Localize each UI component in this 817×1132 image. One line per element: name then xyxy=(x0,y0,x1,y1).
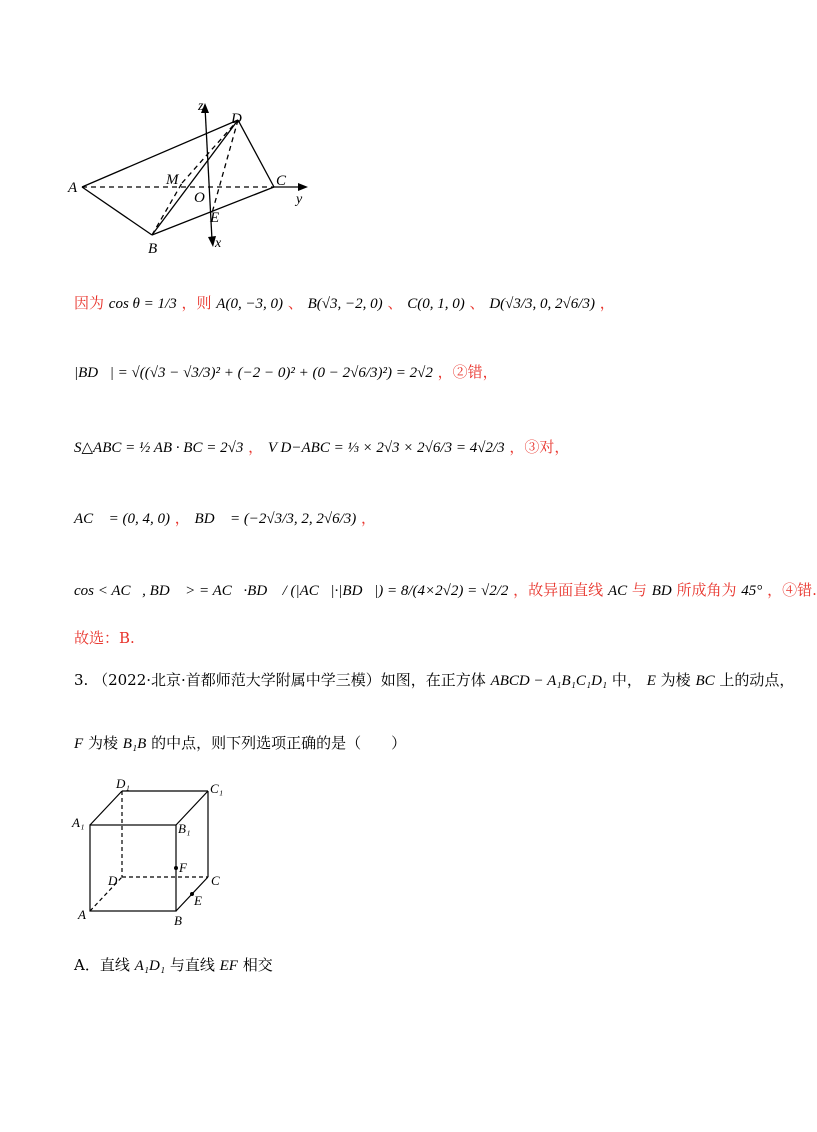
solution-line-4 xyxy=(74,508,376,529)
option-a-label: A．直线 xyxy=(74,956,130,974)
label-O: O xyxy=(194,190,205,206)
label-M: M xyxy=(166,172,179,188)
question-3-line-2 xyxy=(74,733,406,754)
point-A: A(0, −3, 0) xyxy=(216,296,284,312)
option-text: 相交 xyxy=(242,956,273,974)
volume-expr: V D−ABC = ⅓ × 2√3 × 2√6/3 = 4√2/3 xyxy=(267,440,505,456)
vector-ac: AC⃗ = (0, 4, 0) xyxy=(74,511,170,527)
label-C: C xyxy=(276,173,287,189)
sep: ， xyxy=(248,438,264,456)
question-source: （2022·北京·首都师范大学附属中学三模）如图，在正方体 xyxy=(93,671,486,689)
q-text: 中， xyxy=(611,671,642,689)
figure-tetrahedron xyxy=(60,95,330,260)
label-D: D xyxy=(231,111,242,127)
edge-B1B: B₁B xyxy=(122,736,147,752)
vector-bd: BD⃗ = (−2√3/3, 2, 2√6/3) xyxy=(194,511,357,527)
answer-line: 故选：B. xyxy=(74,629,135,647)
q-text: 的中点，则下列选项正确的是（ ） xyxy=(151,734,407,752)
sep: 、 xyxy=(387,294,403,312)
label-D1: D₁ xyxy=(116,776,130,791)
label-A: A xyxy=(78,907,86,922)
label-x: x xyxy=(215,236,222,251)
label-E: E xyxy=(194,893,202,908)
solution-line-3 xyxy=(74,437,569,458)
verdict-2: ，②错， xyxy=(437,363,498,381)
label-D: D xyxy=(108,873,118,888)
label-E: E xyxy=(210,210,220,226)
verdict-3: ，③对， xyxy=(509,438,570,456)
solution-line-5 xyxy=(74,580,817,601)
point-E: E xyxy=(646,673,656,689)
sep: ， xyxy=(599,294,615,312)
area-expr: S△ABC = ½ AB · BC = 2√3 xyxy=(74,440,244,456)
label-B: B xyxy=(174,913,182,928)
label-A: A xyxy=(68,180,78,196)
line-ac: AC xyxy=(607,583,628,599)
label-C1: C₁ xyxy=(210,781,224,796)
cube-name: ABCD − A₁B₁C₁D₁ xyxy=(490,673,608,689)
text-then: ，则 xyxy=(181,294,212,312)
q-text: 上的动点， xyxy=(719,671,795,689)
line-bd: BD xyxy=(651,583,672,599)
label-B: B xyxy=(148,241,158,257)
point-B: B(√3, −2, 0) xyxy=(307,296,383,312)
label-C: C xyxy=(211,873,220,888)
point-C: C(0, 1, 0) xyxy=(407,296,465,312)
q-text: 为棱 xyxy=(87,734,118,752)
solution-line-1 xyxy=(74,293,615,314)
text-because: 因为 xyxy=(74,294,105,312)
label-z: z xyxy=(198,99,204,114)
text-angle-is: 所成角为 xyxy=(676,581,737,599)
verdict-4: ，④错. xyxy=(767,581,817,599)
label-y: y xyxy=(296,192,303,207)
bd-length-expr: |BD⃗| = √((√3 − √3/3)² + (−2 − 0)² + (0 − 2√6/3)²) = 2√2 xyxy=(74,365,433,381)
label-F: F xyxy=(179,860,187,875)
angle-value: 45° xyxy=(741,583,763,599)
cos-theta-expr: cos θ = 1/3 xyxy=(108,296,177,312)
line-EF: EF xyxy=(219,958,238,974)
q-text: 为棱 xyxy=(660,671,691,689)
sep: ， xyxy=(174,509,190,527)
sep: 、 xyxy=(469,294,485,312)
cos-angle-expr: cos < AC⃗, BD⃗ > = AC⃗·BD⃗ / (|AC⃗|·|BD⃗|) = 8/(4×2√2) = √2/2 xyxy=(74,583,509,599)
figure-cube xyxy=(70,775,240,930)
question-3-line-1 xyxy=(74,670,794,691)
edge-BC: BC xyxy=(695,673,715,689)
text-and: 与 xyxy=(631,581,647,599)
option-a[interactable] xyxy=(74,955,273,976)
point-F: F xyxy=(74,736,84,752)
text-comment: ，故异面直线 xyxy=(513,581,604,599)
sep: 、 xyxy=(287,294,303,312)
option-text: 与直线 xyxy=(169,956,215,974)
line-A1D1: A₁D₁ xyxy=(134,958,166,974)
point-D: D(√3/3, 0, 2√6/3) xyxy=(489,296,595,312)
question-number: 3. xyxy=(74,671,89,689)
label-B1: B₁ xyxy=(178,821,191,836)
solution-line-2 xyxy=(74,362,498,383)
sep: ， xyxy=(361,509,377,527)
label-A1: A₁ xyxy=(72,815,85,830)
